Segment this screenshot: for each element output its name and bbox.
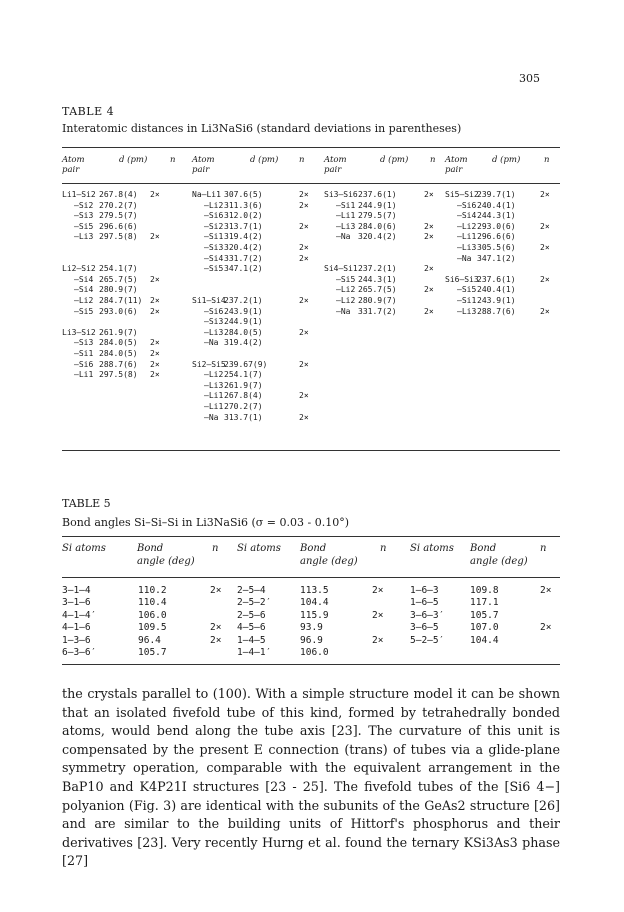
table4-distance: 239.67(9) <box>224 359 268 369</box>
table5-bond-angle: 107.0 <box>470 622 499 634</box>
table4-multiplicity: 2× <box>150 349 160 358</box>
table4-atom-pair: –Si3 <box>74 211 94 221</box>
table5-multiplicity: 2× <box>372 634 384 646</box>
table5-bond-angle: 117.1 <box>470 597 499 609</box>
table5-si-atoms: 1–6–3 <box>410 585 439 596</box>
table5-header-cell: Bond angle (deg) <box>137 543 195 567</box>
table5-header-cell: n <box>212 543 219 554</box>
table4-distance: 297.5(8) <box>99 370 138 380</box>
table4-multiplicity: 2× <box>424 190 434 199</box>
table5-bond-angle: 110.4 <box>138 597 167 609</box>
table4-header-cell: Atom pair <box>324 155 347 175</box>
table4-distance: 265.7(5) <box>358 285 397 295</box>
table4-atom-pair: –Si6 <box>74 359 94 369</box>
table4-distance: 244.3(1) <box>358 274 397 284</box>
table4-distance: 279.5(7) <box>358 211 397 221</box>
table5-label: TABLE 5 <box>62 497 111 510</box>
table5-si-atoms: 1–4–5 <box>237 634 266 646</box>
table4-multiplicity: 2× <box>150 359 160 369</box>
table5-caption-block <box>62 494 349 532</box>
table4-atom-pair: –Li3 <box>336 221 356 231</box>
table4-distance: 307.6(5) <box>224 190 263 199</box>
table4-multiplicity: 2× <box>424 285 434 295</box>
page-number: 305 <box>519 72 540 85</box>
table4-multiplicity: 2× <box>540 274 550 284</box>
table4-multiplicity: 2× <box>424 264 434 274</box>
table5-bond-angle: 109.5 <box>138 622 167 634</box>
table4-header-cell: Atom pair <box>445 155 468 175</box>
table5-caption: Bond angles Si–Si–Si in Li3NaSi6 (σ = 0.03 - 0.10°) <box>62 516 349 529</box>
table4-multiplicity: 2× <box>540 243 550 252</box>
table4-atom-pair: –Si5 <box>457 285 477 295</box>
table4-multiplicity: 2× <box>299 391 309 401</box>
table4-atom-pair: –Li2 <box>336 296 356 305</box>
table4-atom-pair: –Si4 <box>204 253 224 263</box>
table4-atom-pair: Na–Li1 <box>192 190 221 199</box>
table4-atom-pair: –Na <box>457 253 472 263</box>
table4-atom-pair: –Li3 <box>457 306 477 316</box>
table4-distance: 320.4(2) <box>224 243 263 252</box>
table4-atom-pair: –Li1 <box>204 402 224 411</box>
table5-bond-angle: 96.4 <box>138 634 161 646</box>
table5-bond-angle: 93.9 <box>300 622 323 634</box>
table4-distance: 261.9(7) <box>99 327 138 337</box>
table4-atom-pair: –Si1 <box>204 232 224 242</box>
table4-atom-pair: –Li1 <box>204 391 224 401</box>
table4-atom-pair: –Si4 <box>74 285 94 295</box>
table5-bond-angle: 115.9 <box>300 609 329 621</box>
table4-distance: 284.7(11) <box>99 296 143 305</box>
table5-si-atoms: 4–1–4′ <box>62 609 97 621</box>
table5-si-atoms: 3–6–3′ <box>410 609 445 621</box>
table4-atom-pair: –Li2 <box>204 200 224 210</box>
table5-header-cell: Bond angle (deg) <box>300 543 358 567</box>
table4-atom-pair: –Li3 <box>457 243 477 252</box>
table4-atom-pair: –Li2 <box>204 370 224 380</box>
table4-multiplicity: 2× <box>150 338 160 348</box>
table4-multiplicity: 2× <box>150 232 160 242</box>
table4-atom-pair: –Li3 <box>204 380 224 390</box>
table4-distance: 319.4(2) <box>224 232 263 242</box>
table4-distance: 267.8(4) <box>224 391 263 401</box>
body-paragraph: the crystals parallel to (100). With a simple structure model it can be shown that an isolated fivefold tube of this kind, formed by tetrahedrally bonded atoms, would bend along the tube axis [23]. The curvature of this unit is compensated by the present E connection (trans) of tubes via a glide-plane symmetry operation, comparable with the equivalent arrangement in the BaP10 and K4P21I structures [23 - 25]. The fivefold tubes of the [Si6 4−] polyanion (Fig. 3) are identical with the subunits of the GeAs2 structure [26] and are similar to the building units of Hittorf's phosphorus and their derivatives [23]. Very recently Hurng et al. found the ternary KSi3As3 phase [27] <box>62 686 560 869</box>
table4-distance: 288.7(6) <box>477 306 516 316</box>
table5-multiplicity: 2× <box>210 585 222 596</box>
table4-atom-pair: –Na <box>336 306 351 316</box>
table4-header-cell: n <box>299 155 305 165</box>
table5-si-atoms: 1–6–5 <box>410 597 439 609</box>
table4-atom-pair: –Si4 <box>457 211 477 221</box>
table5-si-atoms: 5–2–5′ <box>410 634 445 646</box>
table4-multiplicity: 2× <box>150 296 160 305</box>
table4-atom-pair: Si6–Si3 <box>445 274 479 284</box>
table4-bottom-rule <box>62 450 560 451</box>
table4-atom-pair: –Si5 <box>336 274 356 284</box>
table4-distance: 284.0(5) <box>99 349 138 358</box>
table4-distance: 244.9(1) <box>358 200 397 210</box>
table4-atom-pair: –Si3 <box>74 338 94 348</box>
table4-header-cell: d (pm) <box>119 155 148 165</box>
table5-si-atoms: 3–6–5 <box>410 622 439 634</box>
table5-si-atoms: 3–1–4 <box>62 585 91 596</box>
table4-multiplicity: 2× <box>299 359 309 369</box>
table5-header-cell: Si atoms <box>237 543 281 554</box>
table5-multiplicity: 2× <box>210 634 222 646</box>
table4-header <box>62 155 560 181</box>
table4-multiplicity: 2× <box>299 190 309 199</box>
table5-bond-angle: 106.0 <box>138 609 167 621</box>
table4-distance: 237.6(1) <box>477 274 516 284</box>
table5-multiplicity: 2× <box>372 609 384 621</box>
table5-si-atoms: 4–5–6 <box>237 622 266 634</box>
table4-atom-pair: Si1–Si4 <box>192 296 226 305</box>
table4-header-cell: d (pm) <box>250 155 279 165</box>
table4-distance: 331.7(2) <box>358 306 397 316</box>
table4-atom-pair: Si2–Si5 <box>192 359 226 369</box>
table4-header-cell: d (pm) <box>380 155 409 165</box>
table5-multiplicity: 2× <box>210 622 222 634</box>
table5-bond-angle: 113.5 <box>300 585 329 596</box>
table4-atom-pair: –Si2 <box>74 200 94 210</box>
table4-multiplicity: 2× <box>299 243 309 252</box>
table4-header-cell: n <box>430 155 436 165</box>
table4-caption-block <box>62 103 461 137</box>
table5-multiplicity: 2× <box>372 585 384 596</box>
table4-distance: 240.4(1) <box>477 285 516 295</box>
table4-label: TABLE 4 <box>62 105 115 118</box>
table4-distance: 267.8(4) <box>99 190 138 199</box>
table4-distance: 320.4(2) <box>358 232 397 242</box>
table5-bottom-rule <box>62 664 560 665</box>
table5-bond-angle: 105.7 <box>138 647 167 658</box>
table4-distance: 319.4(2) <box>224 338 263 348</box>
table4-atom-pair: –Li1 <box>74 370 94 380</box>
table4-multiplicity: 2× <box>299 221 309 231</box>
table4-multiplicity: 2× <box>299 296 309 305</box>
table4-atom-pair: –Na <box>204 412 219 422</box>
table4-distance: 280.9(7) <box>99 285 138 295</box>
table5-header-cell: n <box>380 543 387 554</box>
table5-si-atoms: 4–1–6 <box>62 622 91 634</box>
table4-multiplicity: 2× <box>540 190 550 199</box>
table4-distance: 243.9(1) <box>477 296 516 305</box>
table4-multiplicity: 2× <box>299 412 309 422</box>
table5-si-atoms: 3–1–6 <box>62 597 91 609</box>
table4-multiplicity: 2× <box>540 306 550 316</box>
table5-multiplicity: 2× <box>540 585 552 596</box>
table4-distance: 280.9(7) <box>358 296 397 305</box>
table4-atom-pair: Si5–Si2 <box>445 190 479 199</box>
table4-distance: 293.0(6) <box>99 306 138 316</box>
table4-atom-pair: –Li2 <box>336 285 356 295</box>
table4-multiplicity: 2× <box>150 190 160 199</box>
table4-top-rule <box>62 147 560 148</box>
table4-atom-pair: –Si5 <box>204 264 224 274</box>
table5-header-cell: n <box>540 543 547 554</box>
table4-atom-pair: Li1–Si2 <box>62 190 96 199</box>
table4-distance: 254.1(7) <box>224 370 263 380</box>
table4-multiplicity: 2× <box>150 274 160 284</box>
table4-distance: 279.5(7) <box>99 211 138 221</box>
table5-bond-angle: 106.0 <box>300 647 329 658</box>
table4-atom-pair: –Si6 <box>204 211 224 221</box>
table4-header-rule <box>62 183 560 184</box>
table4-distance: 293.0(6) <box>477 221 516 231</box>
table4-multiplicity: 2× <box>150 306 160 316</box>
table4-atom-pair: –Si3 <box>204 243 224 252</box>
body-text <box>62 685 560 871</box>
table4-atom-pair: –Li1 <box>336 211 356 221</box>
table4-atom-pair: –Si5 <box>74 306 94 316</box>
table4-caption: Interatomic distances in Li3NaSi6 (standard deviations in parentheses) <box>62 122 462 135</box>
table4-header-cell: Atom pair <box>192 155 215 175</box>
table4-multiplicity: 2× <box>424 221 434 231</box>
table4-distance: 296.6(6) <box>477 232 516 242</box>
table4-distance: 270.2(7) <box>99 200 138 210</box>
table4-atom-pair: –Na <box>336 232 351 242</box>
table4-distance: 261.9(7) <box>224 380 263 390</box>
table4-multiplicity: 2× <box>424 306 434 316</box>
table4-header-cell: Atom pair <box>62 155 85 175</box>
table4-distance: 237.2(1) <box>224 296 263 305</box>
table4-distance: 347.1(2) <box>224 264 263 274</box>
table4-atom-pair: Li3–Si2 <box>62 327 96 337</box>
table4-distance: 244.9(1) <box>224 317 263 327</box>
table4-distance: 237.2(1) <box>358 264 397 274</box>
table4-distance: 331.7(2) <box>224 253 263 263</box>
table4-distance: 284.0(6) <box>358 221 397 231</box>
table4-atom-pair: –Si5 <box>74 221 94 231</box>
table4-atom-pair: –Si6 <box>204 306 224 316</box>
table5-si-atoms: 2–5–6 <box>237 609 266 621</box>
table5-bond-angle: 110.2 <box>138 585 167 596</box>
table4-atom-pair: –Si4 <box>74 274 94 284</box>
table5-bond-angle: 109.8 <box>470 585 499 596</box>
table4-atom-pair: Si4–Si1 <box>324 264 358 274</box>
table5-bond-angle: 104.4 <box>300 597 329 609</box>
table4-distance: 284.0(5) <box>224 327 263 337</box>
table4-atom-pair: –Si1 <box>336 200 356 210</box>
table4-multiplicity: 2× <box>424 232 434 242</box>
table4-distance: 243.9(1) <box>224 306 263 316</box>
table4-distance: 305.5(6) <box>477 243 516 252</box>
table5-top-rule <box>62 536 560 537</box>
table5-bond-angle: 104.4 <box>470 634 499 646</box>
table4-atom-pair: Li2–Si2 <box>62 264 96 274</box>
table5-bond-angle: 105.7 <box>470 609 499 621</box>
table5-multiplicity: 2× <box>540 622 552 634</box>
table4-distance: 312.0(2) <box>224 211 263 221</box>
table4-atom-pair: –Li2 <box>74 296 94 305</box>
table4-distance: 297.5(8) <box>99 232 138 242</box>
table5-header-cell: Si atoms <box>62 543 106 554</box>
table4-distance: 284.0(5) <box>99 338 138 348</box>
table4-atom-pair: –Li1 <box>457 232 477 242</box>
table4-distance: 313.7(1) <box>224 412 263 422</box>
table4-distance: 311.3(6) <box>224 200 263 210</box>
table4-distance: 244.3(1) <box>477 211 516 221</box>
table4-header-cell: n <box>544 155 550 165</box>
table4-multiplicity: 2× <box>299 327 309 337</box>
table4-atom-pair: –Li3 <box>74 232 94 242</box>
table4-atom-pair: –Si1 <box>457 296 477 305</box>
table5-bond-angle: 96.9 <box>300 634 323 646</box>
table4-atom-pair: –Li3 <box>204 327 224 337</box>
table4-distance: 265.7(5) <box>99 274 138 284</box>
table5-header-cell: Bond angle (deg) <box>470 543 528 567</box>
table5-si-atoms: 2–5–4 <box>237 585 266 596</box>
table4-multiplicity: 2× <box>299 253 309 263</box>
table5-si-atoms: 2–5–2′ <box>237 597 272 609</box>
table4-atom-pair: –Na <box>204 338 219 348</box>
table5-si-atoms: 6–3–6′ <box>62 647 97 658</box>
table4-distance: 240.4(1) <box>477 200 516 210</box>
table4-distance: 270.2(7) <box>224 402 263 411</box>
table4-distance: 313.7(1) <box>224 221 263 231</box>
table4-multiplicity: 2× <box>150 370 160 380</box>
table4-atom-pair: –Li2 <box>457 221 477 231</box>
table5-header-cell: Si atoms <box>410 543 454 554</box>
table4-distance: 239.7(1) <box>477 190 516 199</box>
table4-distance: 288.7(6) <box>99 359 138 369</box>
table4-atom-pair: –Si1 <box>74 349 94 358</box>
table4-atom-pair: –Si3 <box>204 317 224 327</box>
table4-distance: 237.6(1) <box>358 190 397 199</box>
table4-atom-pair: –Si2 <box>204 221 224 231</box>
table4-multiplicity: 2× <box>540 221 550 231</box>
table4-distance: 296.6(6) <box>99 221 138 231</box>
table4-atom-pair: –Si6 <box>457 200 477 210</box>
table5-si-atoms: 1–4–1′ <box>237 647 272 658</box>
table5-si-atoms: 1–3–6 <box>62 634 91 646</box>
table4-header-cell: d (pm) <box>492 155 521 165</box>
table4-atom-pair: Si3–Si6 <box>324 190 358 199</box>
table4-distance: 347.1(2) <box>477 253 516 263</box>
table4-header-cell: n <box>170 155 176 165</box>
table4-multiplicity: 2× <box>299 200 309 210</box>
table5-header-rule <box>62 577 560 578</box>
table4-distance: 254.1(7) <box>99 264 138 274</box>
